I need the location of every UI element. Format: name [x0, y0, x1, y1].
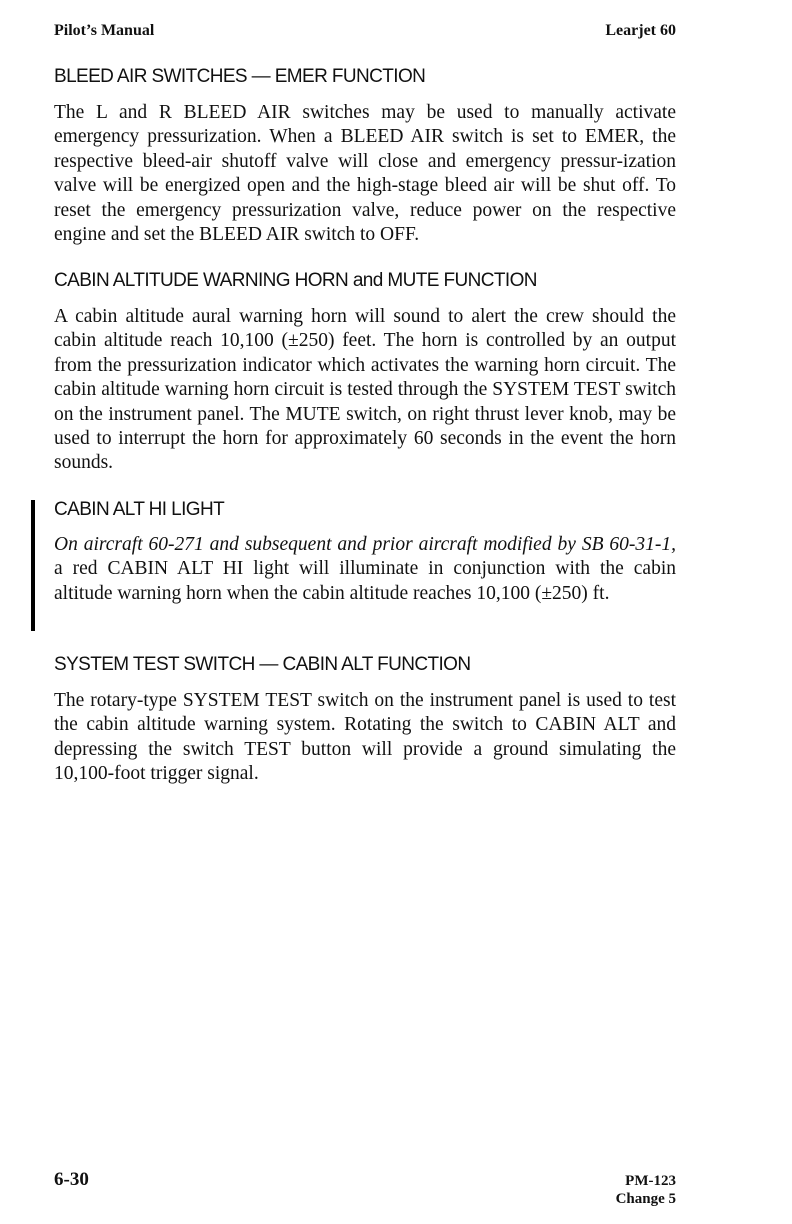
page-number: 6-30	[54, 1169, 89, 1190]
change-number: Change 5	[615, 1191, 676, 1207]
section-body-text: a red CABIN ALT HI light will illuminate in conjunction with the cabin altitude warning horn when the cabin altitude reaches 10,100 (±250) ft.	[54, 558, 676, 604]
section-body-bleed-air: The L and R BLEED AIR switches may be used to manually activate emergency pressurization. When a BLEED AIR switch is set to EMER, the respective bleed-air shutoff valve will close and emergency pressur-ization valve will be energized open and the high-stage bleed air will be shut off. To reset the emergency pressurization valve, reduce power on the respective engine and set the BLEED AIR switch to OFF.	[54, 102, 676, 246]
section-body-cabin-altitude-warning: A cabin altitude aural warning horn will sound to alert the crew should the cabin altitude reach 10,100 (±250) feet. The horn is controlled by an output from the pressurization indicator which activates the warning horn circuit. The cabin altitude warning horn circuit is tested through the SYSTEM TEST switch on the instrument panel. The MUTE switch, on right thrust lever knob, may be used to interrupt the horn for approximately 60 seconds in the event the horn sounds.	[54, 306, 676, 474]
section-title-bleed-air: BLEED AIR SWITCHES — EMER FUNCTION	[54, 66, 426, 87]
effectivity-note: On aircraft 60-271 and subsequent and prior aircraft modified by SB 60-31-1,	[54, 534, 676, 555]
header-manual-title: Pilot’s Manual	[54, 22, 155, 39]
header-aircraft-model: Learjet 60	[605, 22, 676, 39]
section-title-system-test-switch: SYSTEM TEST SWITCH — CABIN ALT FUNCTION	[54, 654, 471, 675]
section-title-cabin-alt-hi-light: CABIN ALT HI LIGHT	[54, 499, 225, 520]
section-title-cabin-altitude-warning: CABIN ALTITUDE WARNING HORN and MUTE FUNCTION	[54, 270, 537, 291]
footer-document-info	[616, 1172, 676, 1208]
section-body-system-test-switch: The rotary-type SYSTEM TEST switch on the instrument panel is used to test the cabin altitude warning system. Rotating the switch to CABIN ALT and depressing the switch TEST button will provide a ground simulating the 10,100-foot trigger signal.	[54, 690, 676, 785]
revision-change-bar	[31, 500, 35, 631]
section-body-cabin-alt-hi-light	[54, 533, 676, 606]
document-number: PM-123	[625, 1173, 676, 1189]
